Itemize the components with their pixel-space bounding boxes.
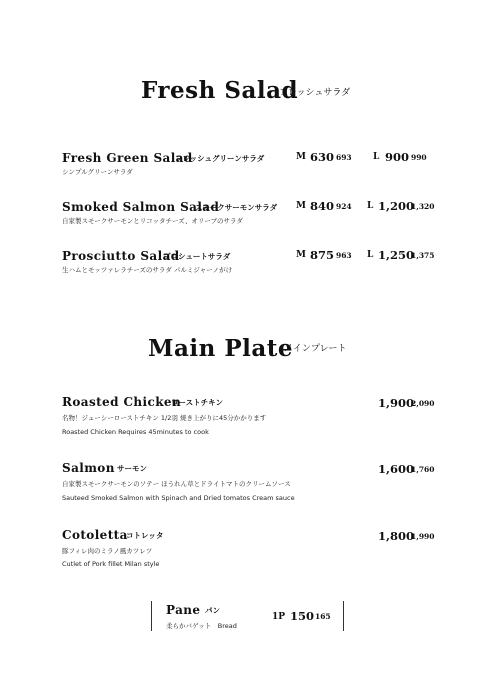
item-description-en: Sauteed Smoked Salmon with Spinach and Dried tomatos Cream sauce [62,494,295,502]
size-m-label: M [296,152,306,162]
l-price-tax: 1,375 [411,251,435,260]
item-name-jp: スモークサーモンサラダ [195,203,278,212]
item-description: 自家製スモークサーモンとリコッタチーズ、オリーブのサラダ [62,217,243,225]
m-price-tax: 693 [336,153,352,162]
item-description: 生ハムとモッツァレラチーズのサラダ パルミジャーノがけ [62,266,233,274]
l-price: 1,200 [378,199,415,213]
pane-name: Pane [166,603,201,617]
pane-right-divider [343,601,344,631]
item-price-tax: 1,990 [411,532,435,541]
m-price: 875 [310,248,335,262]
item-description-jp: 豚フィレ肉のミラノ風カツレツ [62,547,153,555]
pane-left-divider [151,601,152,631]
main-plate-title-jp: メインプレート [284,344,347,354]
pane-unit: 1P [272,612,286,622]
m-price: 630 [310,150,335,164]
item-description-jp: 名物！ジューシーローストチキン 1/2羽 焼き上がりに45分かかります [62,414,267,422]
main-plate-title: Main Plate [148,335,294,362]
item-name-jp: フレッシュグリーンサラダ [175,154,265,163]
size-l-label: L [373,152,380,162]
item-name-jp: サーモン [117,464,147,473]
item-name-jp: コトレッタ [126,531,164,540]
m-price-tax: 924 [336,202,352,211]
item-price: 1,600 [378,462,415,476]
item-description: シンプルグリーンサラダ [62,168,133,176]
item-price-tax: 1,760 [411,465,435,474]
item-description-en: Cutlet of Pork fillet Milan style [62,560,160,568]
pane-name-jp: パン [205,606,220,615]
size-l-label: L [367,201,374,211]
l-price-tax: 1,320 [411,202,435,211]
item-name: Cotoletta [62,528,128,542]
l-price: 900 [385,150,410,164]
item-price-tax: 2,090 [411,399,435,408]
m-price: 840 [310,199,335,213]
l-price-tax: 990 [411,153,427,162]
fresh-salad-title: Fresh Salad [141,77,299,104]
size-m-label: M [296,250,306,260]
item-name: Salmon [62,461,115,475]
item-price: 1,800 [378,529,415,543]
item-name: Roasted Chicken [62,395,182,409]
m-price-tax: 963 [336,251,352,260]
item-price: 1,900 [378,396,415,410]
item-name: Prosciutto Salad [62,249,180,263]
pane-description: 柔らかバゲット Bread [166,622,237,630]
item-name-jp: ローストチキン [171,398,224,407]
item-description-en: Roasted Chicken Requires 45minutes to cook [62,428,209,436]
l-price: 1,250 [378,248,415,262]
pane-price: 150 [290,609,315,623]
pane-price-tax: 165 [315,612,331,621]
size-m-label: M [296,201,306,211]
item-name: Smoked Salmon Salad [62,200,220,214]
item-description-jp: 自家製スモークサーモンのソテー ほうれん草とドライトマトのクリームソース [62,480,291,488]
fresh-salad-title-jp: フレッシュサラダ [279,88,351,98]
size-l-label: L [367,250,374,260]
item-name: Fresh Green Salad [62,151,193,165]
item-name-jp: プロシュートサラダ [163,252,231,261]
